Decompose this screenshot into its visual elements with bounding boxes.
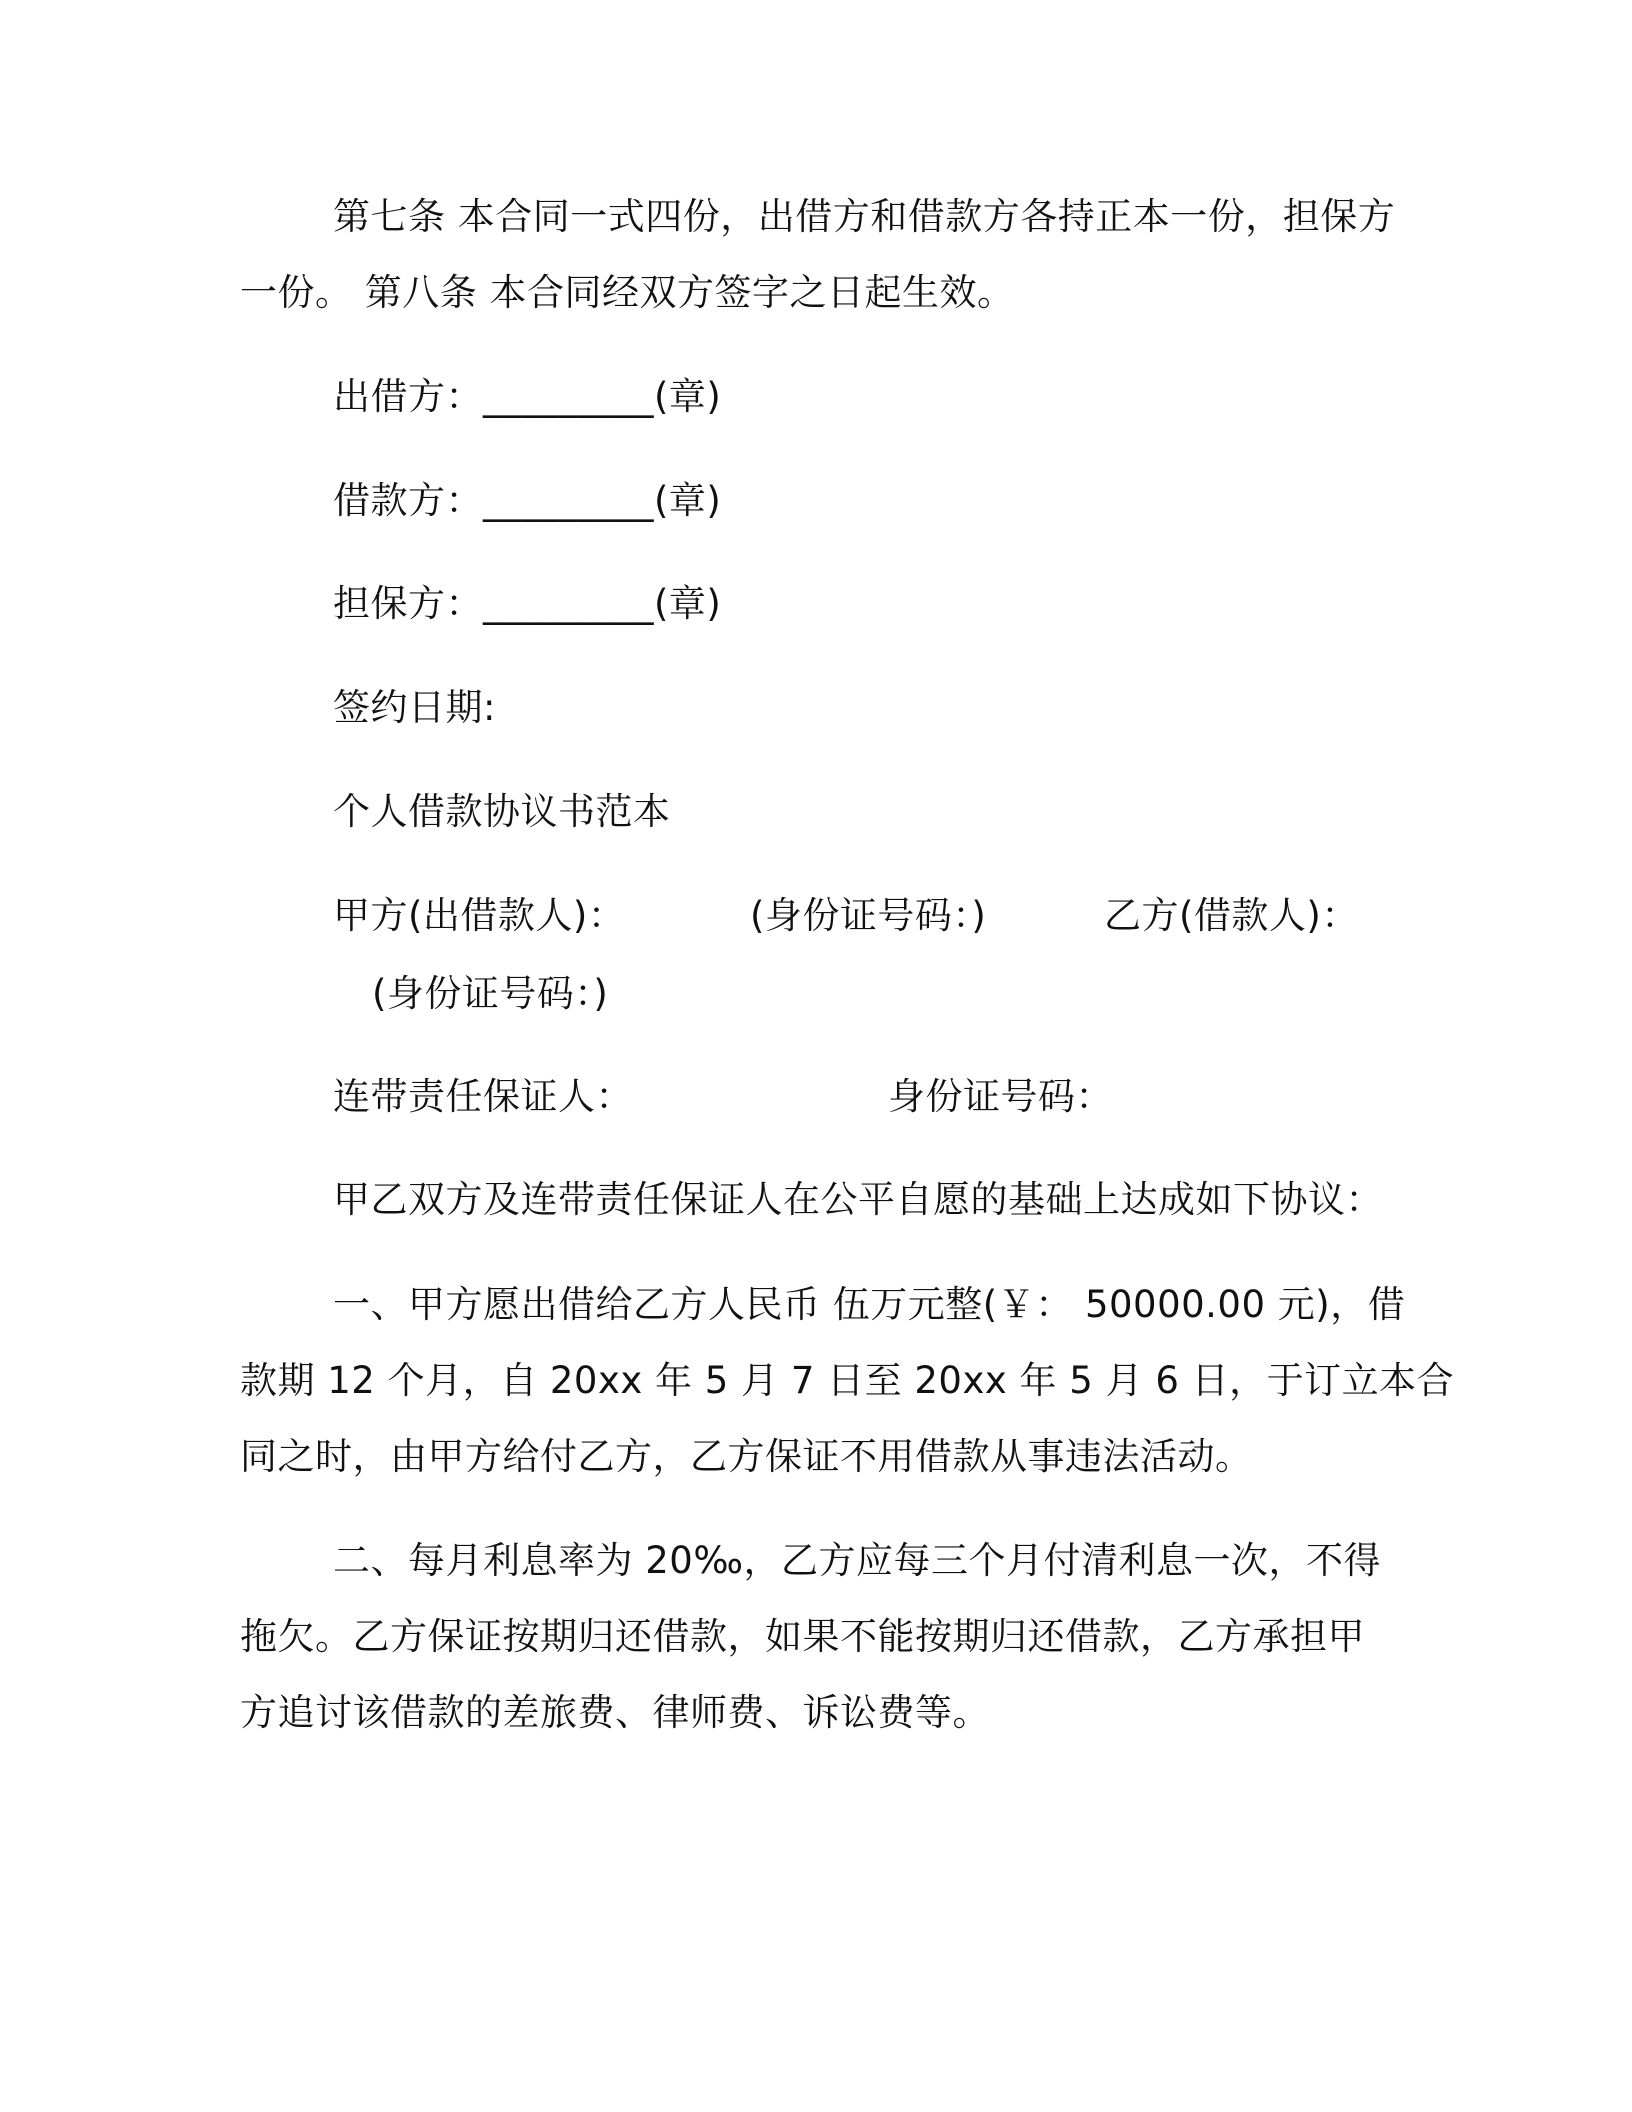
clause1-line1: 一、甲方愿出借给乙方人民币 伍万元整(￥： 50000.00 元)，借 [333,1283,1406,1326]
clause1-line3: 同之时，由甲方给付乙方，乙方保证不用借款从事违法活动。 [240,1435,1253,1478]
lender-signature-line: 出借方：_________(章) [333,375,722,418]
joint-guarantor-label: 连带责任保证人： [333,1075,633,1118]
article7-line1: 第七条 本合同一式四份，出借方和借款方各持正本一份，担保方 [333,195,1396,238]
clause1-line2: 款期 12 个月，自 20xx 年 5 月 7 日至 20xx 年 5 月 6 日，于订立本合 [240,1359,1455,1402]
article7-line2: 一份。 第八条 本合同经双方签字之日起生效。 [240,271,1015,314]
sign-date: 签约日期: [333,686,496,729]
agreement-title: 个人借款协议书范本 [333,790,671,833]
party-a-id: (身份证号码：) [750,894,987,937]
borrower-signature-line: 借款方：_________(章) [333,479,722,522]
joint-guarantor-id: 身份证号码： [888,1075,1113,1118]
party-b-label: 乙方(借款人)： [1104,894,1359,937]
clause2-line3: 方追讨该借款的差旅费、律师费、诉讼费等。 [240,1691,990,1734]
party-b-id: (身份证号码：) [372,972,609,1015]
guarantor-signature-line: 担保方：_________(章) [333,582,722,625]
clause2-line2: 拖欠。乙方保证按期归还借款，如果不能按期归还借款，乙方承担甲 [240,1615,1365,1658]
clause2-line1: 二、每月利息率为 20‰，乙方应每三个月付清利息一次，不得 [333,1539,1381,1582]
agreement-intro: 甲乙双方及连带责任保证人在公平自愿的基础上达成如下协议： [333,1178,1383,1221]
party-a-label: 甲方(出借款人)： [333,894,626,937]
